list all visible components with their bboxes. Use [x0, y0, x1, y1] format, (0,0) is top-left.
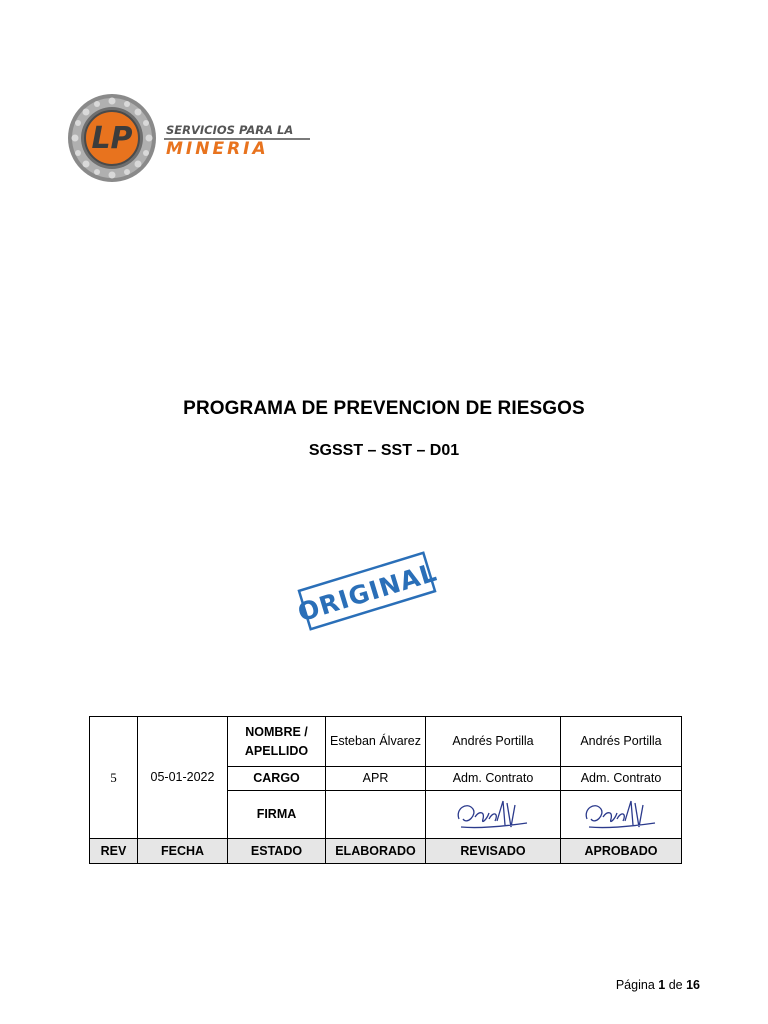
estado-header: ESTADO: [228, 839, 326, 864]
page-of: de: [668, 978, 683, 992]
aprobado-nombre: Andrés Portilla: [561, 717, 682, 767]
stamp-text: ORIGINAL: [294, 557, 441, 628]
original-stamp: [292, 546, 442, 636]
page-current: 1: [658, 978, 666, 992]
approval-table: [89, 716, 682, 864]
firma-label: FIRMA: [228, 791, 326, 839]
logo-tagline-line2: MINERIA: [166, 139, 269, 159]
rev-value: 5: [90, 717, 138, 839]
company-logo: [66, 92, 316, 186]
fecha-header: FECHA: [138, 839, 228, 864]
logo-tagline-line1: SERVICIOS PARA LA: [166, 123, 294, 137]
elaborado-cargo: APR: [326, 767, 426, 791]
revisado-header: REVISADO: [426, 839, 561, 864]
fecha-value: 05-01-2022: [138, 717, 228, 839]
document-code: SGSST – SST – D01: [308, 442, 460, 459]
nombre-label: NOMBRE / APELLIDO: [228, 717, 326, 767]
revisado-firma: [426, 791, 561, 839]
aprobado-header: APROBADO: [561, 839, 682, 864]
page-total: 16: [686, 978, 700, 992]
cargo-label: CARGO: [228, 767, 326, 791]
logo-initials: LP: [91, 121, 133, 156]
document-title: PROGRAMA DE PREVENCION DE RIESGOS: [183, 398, 585, 419]
aprobado-firma: [561, 791, 682, 839]
revisado-nombre: Andrés Portilla: [426, 717, 561, 767]
elaborado-header: ELABORADO: [326, 839, 426, 864]
elaborado-nombre: Esteban Álvarez: [326, 717, 426, 767]
signature-image: [453, 795, 533, 835]
page-number: [616, 978, 700, 992]
revisado-cargo: Adm. Contrato: [426, 767, 561, 791]
page-prefix: Página: [615, 978, 655, 992]
signature-image: [581, 795, 661, 835]
rev-header: REV: [90, 839, 138, 864]
elaborado-firma: [326, 791, 426, 839]
aprobado-cargo: Adm. Contrato: [561, 767, 682, 791]
